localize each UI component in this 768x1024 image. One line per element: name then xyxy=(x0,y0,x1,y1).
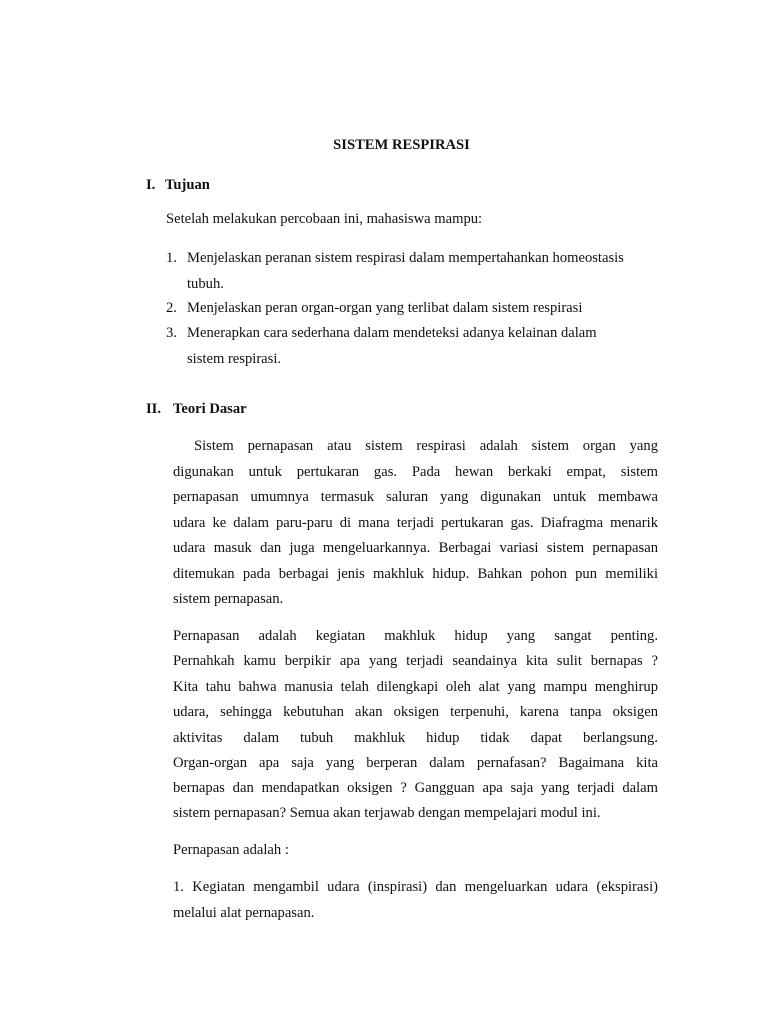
paragraph-line: bernapas dan mendapatkan oksigen ? Gangguan apa saja yang terjadi dalam xyxy=(173,780,658,796)
paragraph-line: digunakan untuk pertukaran gas. Pada hewan berkaki empat, sistem xyxy=(173,464,658,480)
list-item-number: 2. xyxy=(166,300,177,316)
list-item-text: tubuh. xyxy=(187,276,224,292)
paragraph-line: aktivitas dalam tubuh makhluk hidup tidak dapat berlangsung. xyxy=(173,730,658,746)
definition-line: 1. Kegiatan mengambil udara (inspirasi) dan mengeluarkan udara (ekspirasi) xyxy=(173,879,658,895)
paragraph-line: pernapasan umumnya termasuk saluran yang digunakan untuk membawa xyxy=(173,489,658,505)
list-item-text: Menerapkan cara sederhana dalam mendeteksi adanya kelainan dalam xyxy=(187,325,597,341)
list-item-number: 3. xyxy=(166,325,177,341)
paragraph-line: udara ke dalam paru-paru di mana terjadi pertukaran gas. Diafragma menarik xyxy=(173,515,658,531)
definition-intro: Pernapasan adalah : xyxy=(173,842,289,858)
paragraph-line: Sistem pernapasan atau sistem respirasi adalah sistem organ yang xyxy=(194,438,658,454)
section-2-number: II. xyxy=(146,401,162,417)
paragraph-line: Organ-organ apa saja yang berperan dalam pernafasan? Bagaimana kita xyxy=(173,755,658,771)
list-item-text: Menjelaskan peran organ-organ yang terlibat dalam sistem respirasi xyxy=(187,300,583,316)
paragraph-line: udara, sehingga kebutuhan akan oksigen terpenuhi, karena tanpa oksigen xyxy=(173,704,658,720)
definition-line: melalui alat pernapasan. xyxy=(173,905,315,921)
section-1-number: I. xyxy=(146,177,156,193)
paragraph-line: Pernapasan adalah kegiatan makhluk hidup yang sangat penting. xyxy=(173,628,658,644)
section-1-title: Tujuan xyxy=(165,177,210,193)
list-item-text: Menjelaskan peranan sistem respirasi dalam mempertahankan homeostasis xyxy=(187,250,624,266)
paragraph-line: ditemukan pada berbagai jenis makhluk hidup. Bahkan pohon pun memiliki xyxy=(173,566,658,582)
section-1-intro: Setelah melakukan percobaan ini, mahasiswa mampu: xyxy=(166,211,483,227)
document-title: SISTEM RESPIRASI xyxy=(333,137,470,153)
paragraph-line: Pernahkah kamu berpikir apa yang terjadi seandainya kita sulit bernapas ? xyxy=(173,653,658,669)
paragraph-line: Kita tahu bahwa manusia telah dilengkapi oleh alat yang mampu menghirup xyxy=(173,679,658,695)
paragraph-line: sistem pernapasan? Semua akan terjawab dengan mempelajari modul ini. xyxy=(173,805,601,821)
list-item-number: 1. xyxy=(166,250,177,266)
paragraph-line: udara masuk dan juga mengeluarkannya. Berbagai variasi sistem pernapasan xyxy=(173,540,658,556)
section-2-title: Teori Dasar xyxy=(173,401,247,417)
paragraph-line: sistem pernapasan. xyxy=(173,591,284,607)
list-item-text: sistem respirasi. xyxy=(187,351,282,367)
